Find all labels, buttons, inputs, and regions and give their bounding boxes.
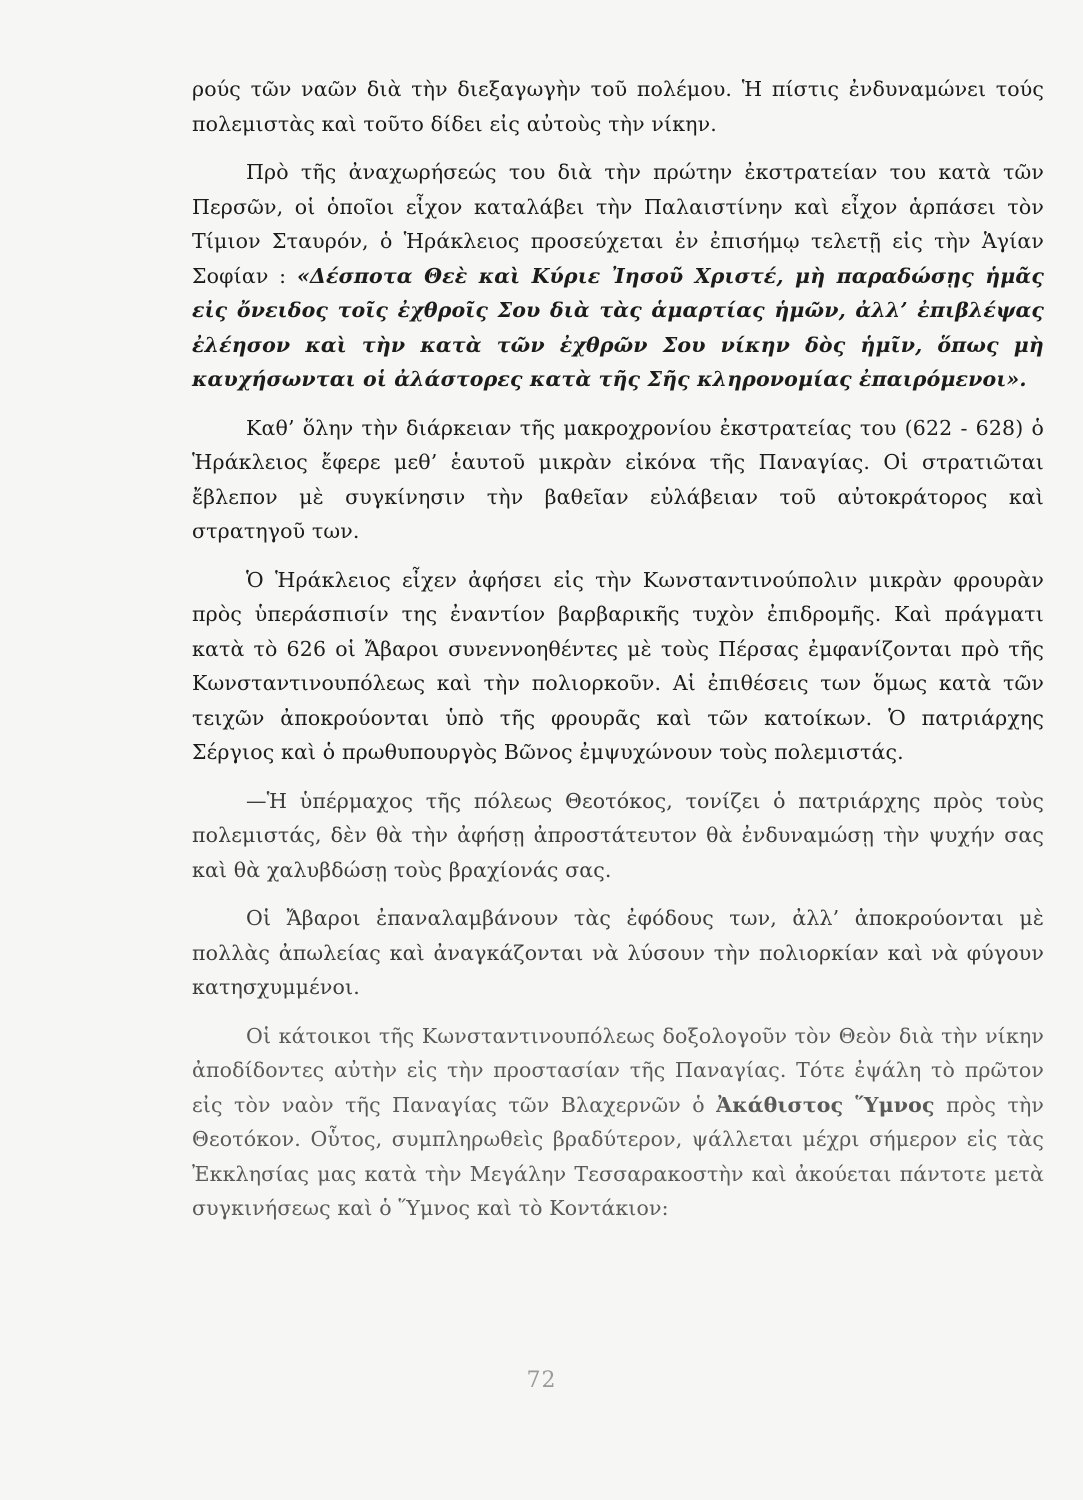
heraclius-prayer: «Δέσποτα Θεὲ καὶ Κύριε Ἰησοῦ Χριστέ, μὴ παραδώσῃς ἡμᾶς εἰς ὄνειδος τοῖς ἐχθροῖς Σου διὰ τὰς ἁμαρτίας ἡμῶν, ἀλλ’ ἐπιβλέψας ἐλέησον καὶ τὴν κατὰ τῶν ἐχθρῶν Σου νίκην δὸς ἡμῖν, ὅπως μὴ καυχήσωνται οἱ ἀλάστορες κατὰ τῆς Σῆς κληρονομίας ἐπαιρόμενοι». — [192, 263, 1044, 391]
akathist-hymn-title: Ἀκάθιστος Ὕμνος — [716, 1092, 935, 1117]
paragraph-4: Ὁ Ἡράκλειος εἶχεν ἀφήσει εἰς τὴν Κωνσταντινούπολιν μικρὰν φρουρὰν πρὸς ὑπεράσπισίν της ἐναντίον βαρβαρικῆς τυχὸν ἐπιδρομῆς. Καὶ πράγματι κατὰ τὸ 626 οἱ Ἄβαροι συνεννοηθέντες μὲ τοὺς Πέρσας ἐμφανίζονται πρὸ τῆς Κωνσταντινουπόλεως καὶ τὴν πολιορκοῦν. Αἱ ἐπιθέσεις των ὅμως κατὰ τῶν τειχῶν ἀποκρούονται ὑπὸ τῆς φρουρᾶς καὶ τῶν κατοίκων. Ὁ πατριάρχης Σέργιος καὶ ὁ πρωθυπουργὸς Βῶνος ἐμψυχώνουν τοὺς πολεμιστάς. — [192, 567, 1044, 764]
paragraph-2 — [192, 155, 1044, 397]
page-number: 72 — [526, 1368, 557, 1393]
main-text — [192, 72, 1044, 1240]
paragraph-5-dialogue: —Ἡ ὑπέρμαχος τῆς πόλεως Θεοτόκος, τονίζει ὁ πατριάρχης πρὸς τοὺς πολεμιστάς, δὲν θὰ τὴν ἀφήσῃ ἀπροστάτευτον θὰ ἐνδυναμώσῃ τὴν ψυχήν σας καὶ θὰ χαλυβδώσῃ τοὺς βραχίονάς σας. — [192, 788, 1044, 882]
paragraph-7-text: Οἱ κάτοικοι τῆς Κωνσταντινουπόλεως δοξολογοῦν τὸν Θεὸν διὰ τὴν νίκην ἀποδίδοντες αὐτὴν εἰς τὴν προστασίαν τῆς Παναγίας. Τότε ἐψάλη τὸ πρῶτον εἰς τὸν ναὸν τῆς Παναγίας τῶν Βλαχερνῶν ὁ — [192, 1023, 1044, 1117]
paragraph-3: Καθ’ ὅλην τὴν διάρκειαν τῆς μακροχρονίου ἐκστρατείας του (622 - 628) ὁ Ἡράκλειος ἔφερε μεθ’ ἑαυτοῦ μικρὰν εἰκόνα τῆς Παναγίας. Οἱ στρατιῶται ἔβλεπον μὲ συγκίνησιν τὴν βαθεῖαν εὐλάβειαν τοῦ αὐτοκράτορος καὶ στρατηγοῦ των. — [192, 415, 1044, 543]
paragraph-1: ρούς τῶν ναῶν διὰ τὴν διεξαγωγὴν τοῦ πολέμου. Ἡ πίστις ἐνδυναμώνει τούς πολεμιστὰς καὶ τοῦτο δίδει εἰς αὐτοὺς τὴν νίκην. — [192, 77, 1044, 136]
paragraph-2-text: Πρὸ τῆς ἀναχωρήσεώς του διὰ τὴν πρώτην ἐκστρατείαν του κατὰ τῶν Περσῶν, οἱ ὁποῖοι εἶχον καταλάβει τὴν Παλαιστίνην καὶ εἶχον ἁρπάσει τὸν Τίμιον Σταυρόν, ὁ Ἡράκλειος προσεύχεται ἐν ἐπισήμῳ τελετῇ εἰς τὴν Ἁγίαν Σοφίαν : — [192, 160, 1044, 288]
paragraph-7-tail: πρὸς τὴν Θεοτόκον. Οὗτος, συμπληρωθεὶς βραδύτερον, ψάλλεται μέχρι σήμερον εἰς τὰς Ἐκκλησίας μας κατὰ τὴν Μεγάλην Τεσσαρακοστὴν καὶ ἀκούεται πάντοτε μετὰ συγκινήσεως καὶ ὁ Ὕμνος καὶ τὸ Κοντάκιον: — [192, 1092, 1044, 1220]
paragraph-6: Οἱ Ἄβαροι ἐπαναλαμβάνουν τὰς ἐφόδους των, ἀλλ’ ἀποκρούονται μὲ πολλὰς ἀπωλείας καὶ ἀναγκάζονται νὰ λύσουν τὴν πολιορκίαν καὶ νὰ φύγουν κατησχυμμένοι. — [192, 906, 1044, 999]
paragraph-7 — [192, 1019, 1044, 1226]
